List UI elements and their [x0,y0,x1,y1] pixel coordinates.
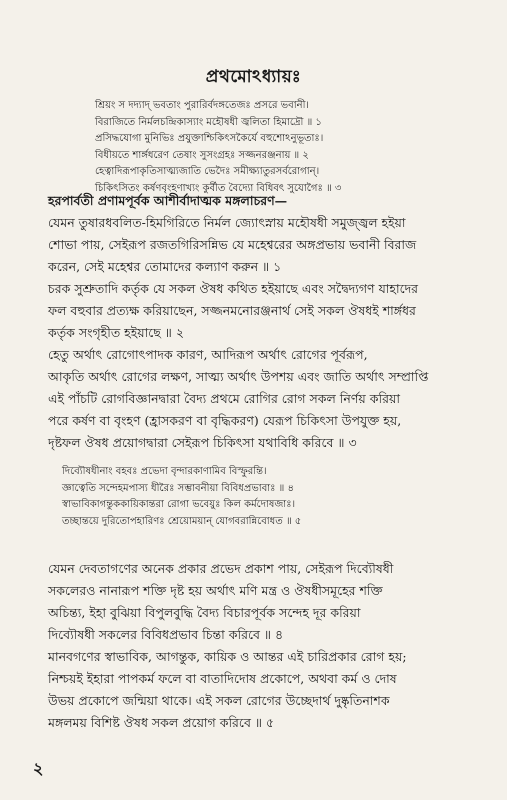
section-heading: হরপার্বতী প্রণামপূর্বক আশীর্বাদাত্মক মঙ্গলাচরণ— [48,193,288,208]
text-line: উভয় প্রকোপে জন্মিয়া থাকে। এই সকল রোগের উচ্ছেদার্থ দুষ্কৃতিনাশক [48,693,390,708]
commentary-paragraph-2 [48,558,407,734]
text-line: মঙ্গলময় বিশিষ্ট ঔষধ সকল প্রয়োগ করিবে ॥ ৫ [48,715,275,730]
verse-line: প্রসিদ্ধযোগা মুনিভিঃ প্রযুক্তাশ্চিকিৎসকৈর্যে বহুশোঽনুভূতাঃ। [95,133,324,144]
chapter-title: প্রথমোঽধ্যায়ঃ [205,67,302,87]
text-line: দৃষ্টফল ঔষধ প্রয়োগদ্বারা সেইরূপ চিকিৎসা যথাবিধি করিবে ॥ ৩ [48,435,357,450]
text-line: যেমন দেবতাগণের অনেক প্রকার প্রভেদ প্রকাশ পায়, সেইরূপ দিব্যৌষধী [48,561,394,576]
text-line: শোভা পায়, সেইরূপ রজতগিরিসন্নিভ যে মহেশ্বরের অঙ্গপ্রভায় ভবানী বিরাজ [48,237,417,252]
text-line: অচিন্ত্য, ইহা বুঝিয়া বিপুলবুদ্ধি বৈদ্য বিচারপূর্বক সন্দেহ দূর করিয়া [48,605,361,620]
sanskrit-verses-2 [62,464,301,530]
text-line: দিব্যৌষধী সকলের বিবিধপ্রভাব চিন্তা করিবে ॥ ৪ [48,627,284,642]
text-line: নিশ্চয়ই ইহারা পাপকর্ম ফলে বা বাতাদিদোষ প্রকোপে, অথবা কর্ম ও দোষ [48,671,397,686]
verse-line: তচ্ছান্তয়ে দুরিতোপহারিণঃ শ্রেয়োময়ান্ যোগবরান্নিবোধত ॥ ৫ [62,515,302,527]
text-line: কর্তৃক সংগৃহীত হইয়াছে ॥ ২ [48,325,184,340]
text-line: হেতু অর্থাৎ রোগোৎপাদক কারণ, আদিরূপ অর্থাৎ রোগের পূর্বরূপ, [48,347,368,362]
verse-line: হেত্বাদিরূপাকৃতিসাত্ম্যজাতি ভেদৈঃ সমীক্ষ্যাতুরসর্বরোগান্। [95,166,320,177]
text-line: মানবগণের স্বাভাবিক, আগন্তুক, কায়িক ও আন্তর এই চারিপ্রকার রোগ হয়; [48,649,407,664]
verse-line: স্বাভাবিকাগন্তুককায়িকান্তরা রোগা ভবেয়ুঃ কিল কর্মদোষজাঃ। [62,499,296,510]
text-line: করেন, সেই মহেশ্বর তোমাদের কল্যাণ করুন ॥ ১ [48,259,282,274]
verse-line: বিধীয়তে শার্ঙ্গধরেণ তেষাং সুসংগ্রহঃ সজ্জনরঞ্জনায় ॥ ২ [95,149,309,161]
text-line: আকৃতি অর্থাৎ রোগের লক্ষণ, সাত্ম্য অর্থাৎ উপশয় এবং জাতি অর্থাৎ সম্প্রাপ্তি [48,369,429,384]
verse-line: জ্ঞাত্বেতি সন্দেহমপাস্য ধীরৈঃ সম্ভাবনীয়া বিবিধপ্রভাবাঃ ॥ ৪ [62,482,294,494]
sanskrit-verses-1 [95,98,341,197]
text-line: সকলেরও নানারূপ শক্তি দৃষ্ট হয় অর্থাৎ মণি মন্ত্র ও ঔষধীসমূহের শক্তি [48,583,383,598]
commentary-paragraph-1 [48,212,428,454]
page-number: ২ [33,759,44,778]
text-line: চরক সুশ্রুতাদি কর্তৃক যে সকল ঔষধ কথিত হইয়াছে এবং সদ্বৈদ্যগণ যাহাদের [48,281,419,296]
verse-line: শ্রিয়ং স দদ্যাদ্ ভবতাং পুরারির্বদঙ্গতেজঃ প্রসরে ভবানী। [95,100,309,111]
verse-line: দিব্যৌষধীনাং বহবঃ প্রভেদা বৃন্দারকাণামিব বিস্ফুরন্তি। [62,466,267,477]
text-line: এই পাঁচটি রোগবিজ্ঞানদ্বারা বৈদ্য প্রথমে রোগির রোগ সকল নির্ণয় করিয়া [48,391,400,406]
text-line: পরে কর্ষণ বা বৃংহণ (হ্রাসকরণ বা বৃদ্ধিকরণ) যেরূপ চিকিৎসা উপযুক্ত হয়, [48,413,402,428]
verse-line: চিকিৎসিতং কর্ষণবৃংহণাখ্যং কুর্বীত বৈদ্যো বিধিবৎ সুযোগৈঃ ॥ ৩ [95,182,342,194]
text-line: যেমন তুষারধবলিত-হিমগিরিতে নির্মল জ্যোৎস্নায় মহৌষধী সমুজ্জ্বল হইয়া [48,215,406,230]
verse-line: বিরাজিতে নির্মলচন্দ্রিকাস্যাং মহৌষধী জ্বলিতা হিমাদ্রৌ ॥ ১ [95,116,322,128]
text-line: ফল বহুবার প্রত্যক্ষ করিয়াছেন, সজ্জনমনোরঞ্জনার্থ সেই সকল ঔষধই শার্ঙ্গধর [48,303,416,318]
